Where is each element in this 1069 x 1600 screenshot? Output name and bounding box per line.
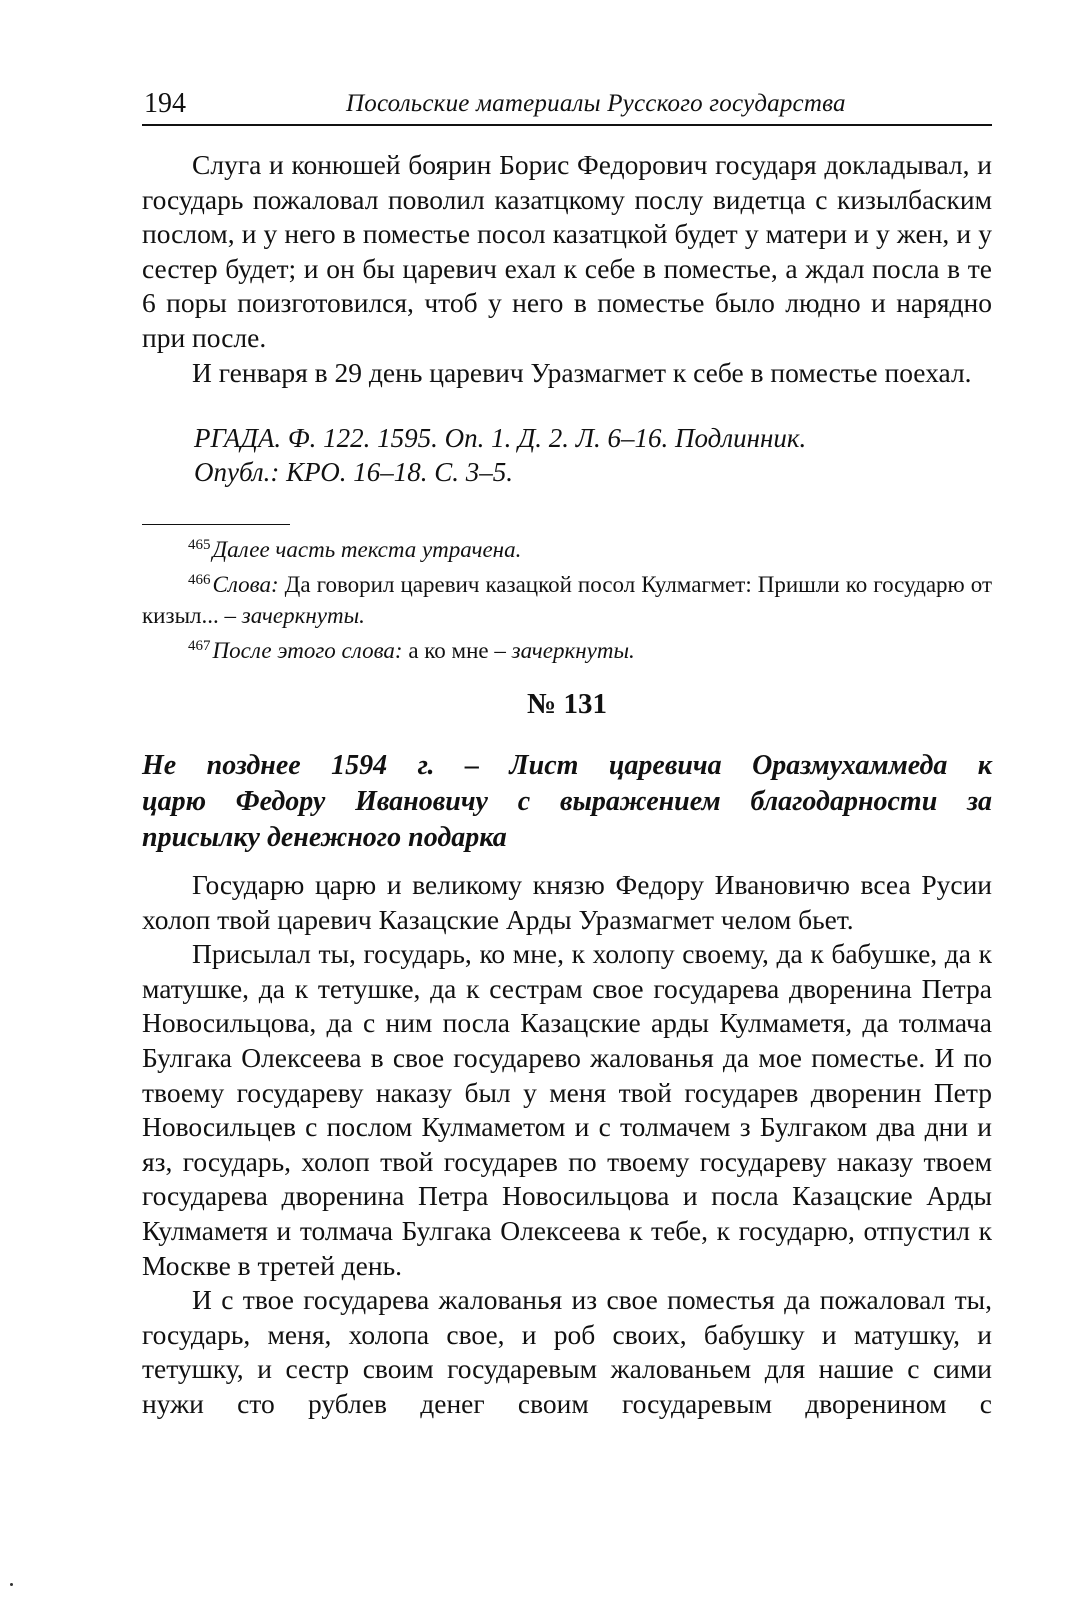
footnote-text: Да говорил царевич казацкой посол Кулмагмет: Пришли ко государю от кизыл...: [142, 572, 992, 628]
footnote-number: 465: [188, 537, 211, 553]
heading-line: царю Федору Ивановичу с выражением благодарности за: [142, 786, 992, 817]
footnote-label: После этого слова:: [212, 638, 403, 663]
running-title: Посольские материалы Русского государства: [346, 90, 846, 117]
footnote-label: Далее часть текста утрачена.: [212, 537, 522, 562]
paragraph: Государю царю и великому князю Федору Ивановичю всеа Русии холоп твой царевич Казацские Арды Уразмагмет челом бьет.: [142, 869, 992, 935]
scan-artifact: [10, 1583, 13, 1586]
footnote-note: – зачеркнуты.: [494, 638, 635, 663]
page-number: 194: [144, 88, 186, 119]
footnote-number: 466: [188, 572, 211, 588]
footnote: [142, 530, 992, 565]
document-text: [142, 868, 992, 1422]
footnote-text: а ко мне: [408, 638, 489, 663]
continued-text: [142, 148, 992, 390]
archival-source: [194, 421, 806, 489]
footnote-divider: [142, 524, 290, 525]
footnote-number: 467: [188, 638, 211, 654]
heading-line: Не позднее 1594 г. – Лист царевича Оразмухаммеда к: [142, 750, 992, 781]
footnote: [142, 565, 992, 631]
publication-reference: Опубл.: КРО. 16–18. С. 3–5.: [194, 457, 513, 487]
footnote-label: Слова:: [212, 572, 279, 597]
document-heading: [142, 748, 992, 856]
footnote: [142, 631, 992, 666]
paragraph: И с твое государева жалованья из свое поместья да пожаловал ты, государь, меня, холопа свое, и роб своих, бабушку и матушку, и тетушку, и сестр своим государевым жалованьем для нашие с сими нужи сто рублев денег своим государевым дворенином с: [142, 1284, 992, 1419]
heading-line: присылку денежного подарка: [142, 822, 507, 853]
paragraph: Присылал ты, государь, ко мне, к холопу своему, да к бабушке, да к матушке, да к тетушке, да к сестрам свое государева дворенина Петра Новосильцова, да с ним посла Казацские арды Кулмаметя, да толмача Булгака Олексеева в свое государево жалованья да мое поместье. И по твоему государеву наказу был у меня твой государев дворенин Петр Новосильцев с послом Кулмаметом и с толмачем з Булгаком два дни и яз, государь, холоп твой государев по твоему государеву наказу твоем государева дворенина Петра Новосильцова и посла Казацские Арды Кулмаметя и толмача Булгака Олексеева к тебе, к государю, отпустил к Москве в третей день.: [142, 938, 992, 1281]
footnote-note: – зачеркнуты.: [224, 603, 365, 628]
running-header: [142, 84, 992, 126]
source-reference: РГАДА. Ф. 122. 1595. Оп. 1. Д. 2. Л. 6–16. Подлинник.: [194, 423, 807, 453]
footnotes: [142, 530, 992, 666]
paragraph: Слуга и конюшей боярин Борис Федорович государя докладывал, и государь пожаловал поволил казатцкому послу видетца с кизылбаским послом, и у него в поместье посол казатцкой будет у матери и у жен, и у сестер будет; и он бы царевич ехал к себе в поместье, а ждал посла в те 6 поры поизготовился, чтоб у него в поместье было людно и нарядно при после.: [142, 149, 992, 353]
paragraph: И генваря в 29 день царевич Уразмагмет к себе в поместье поехал.: [192, 356, 972, 388]
document-number: № 131: [527, 688, 607, 720]
